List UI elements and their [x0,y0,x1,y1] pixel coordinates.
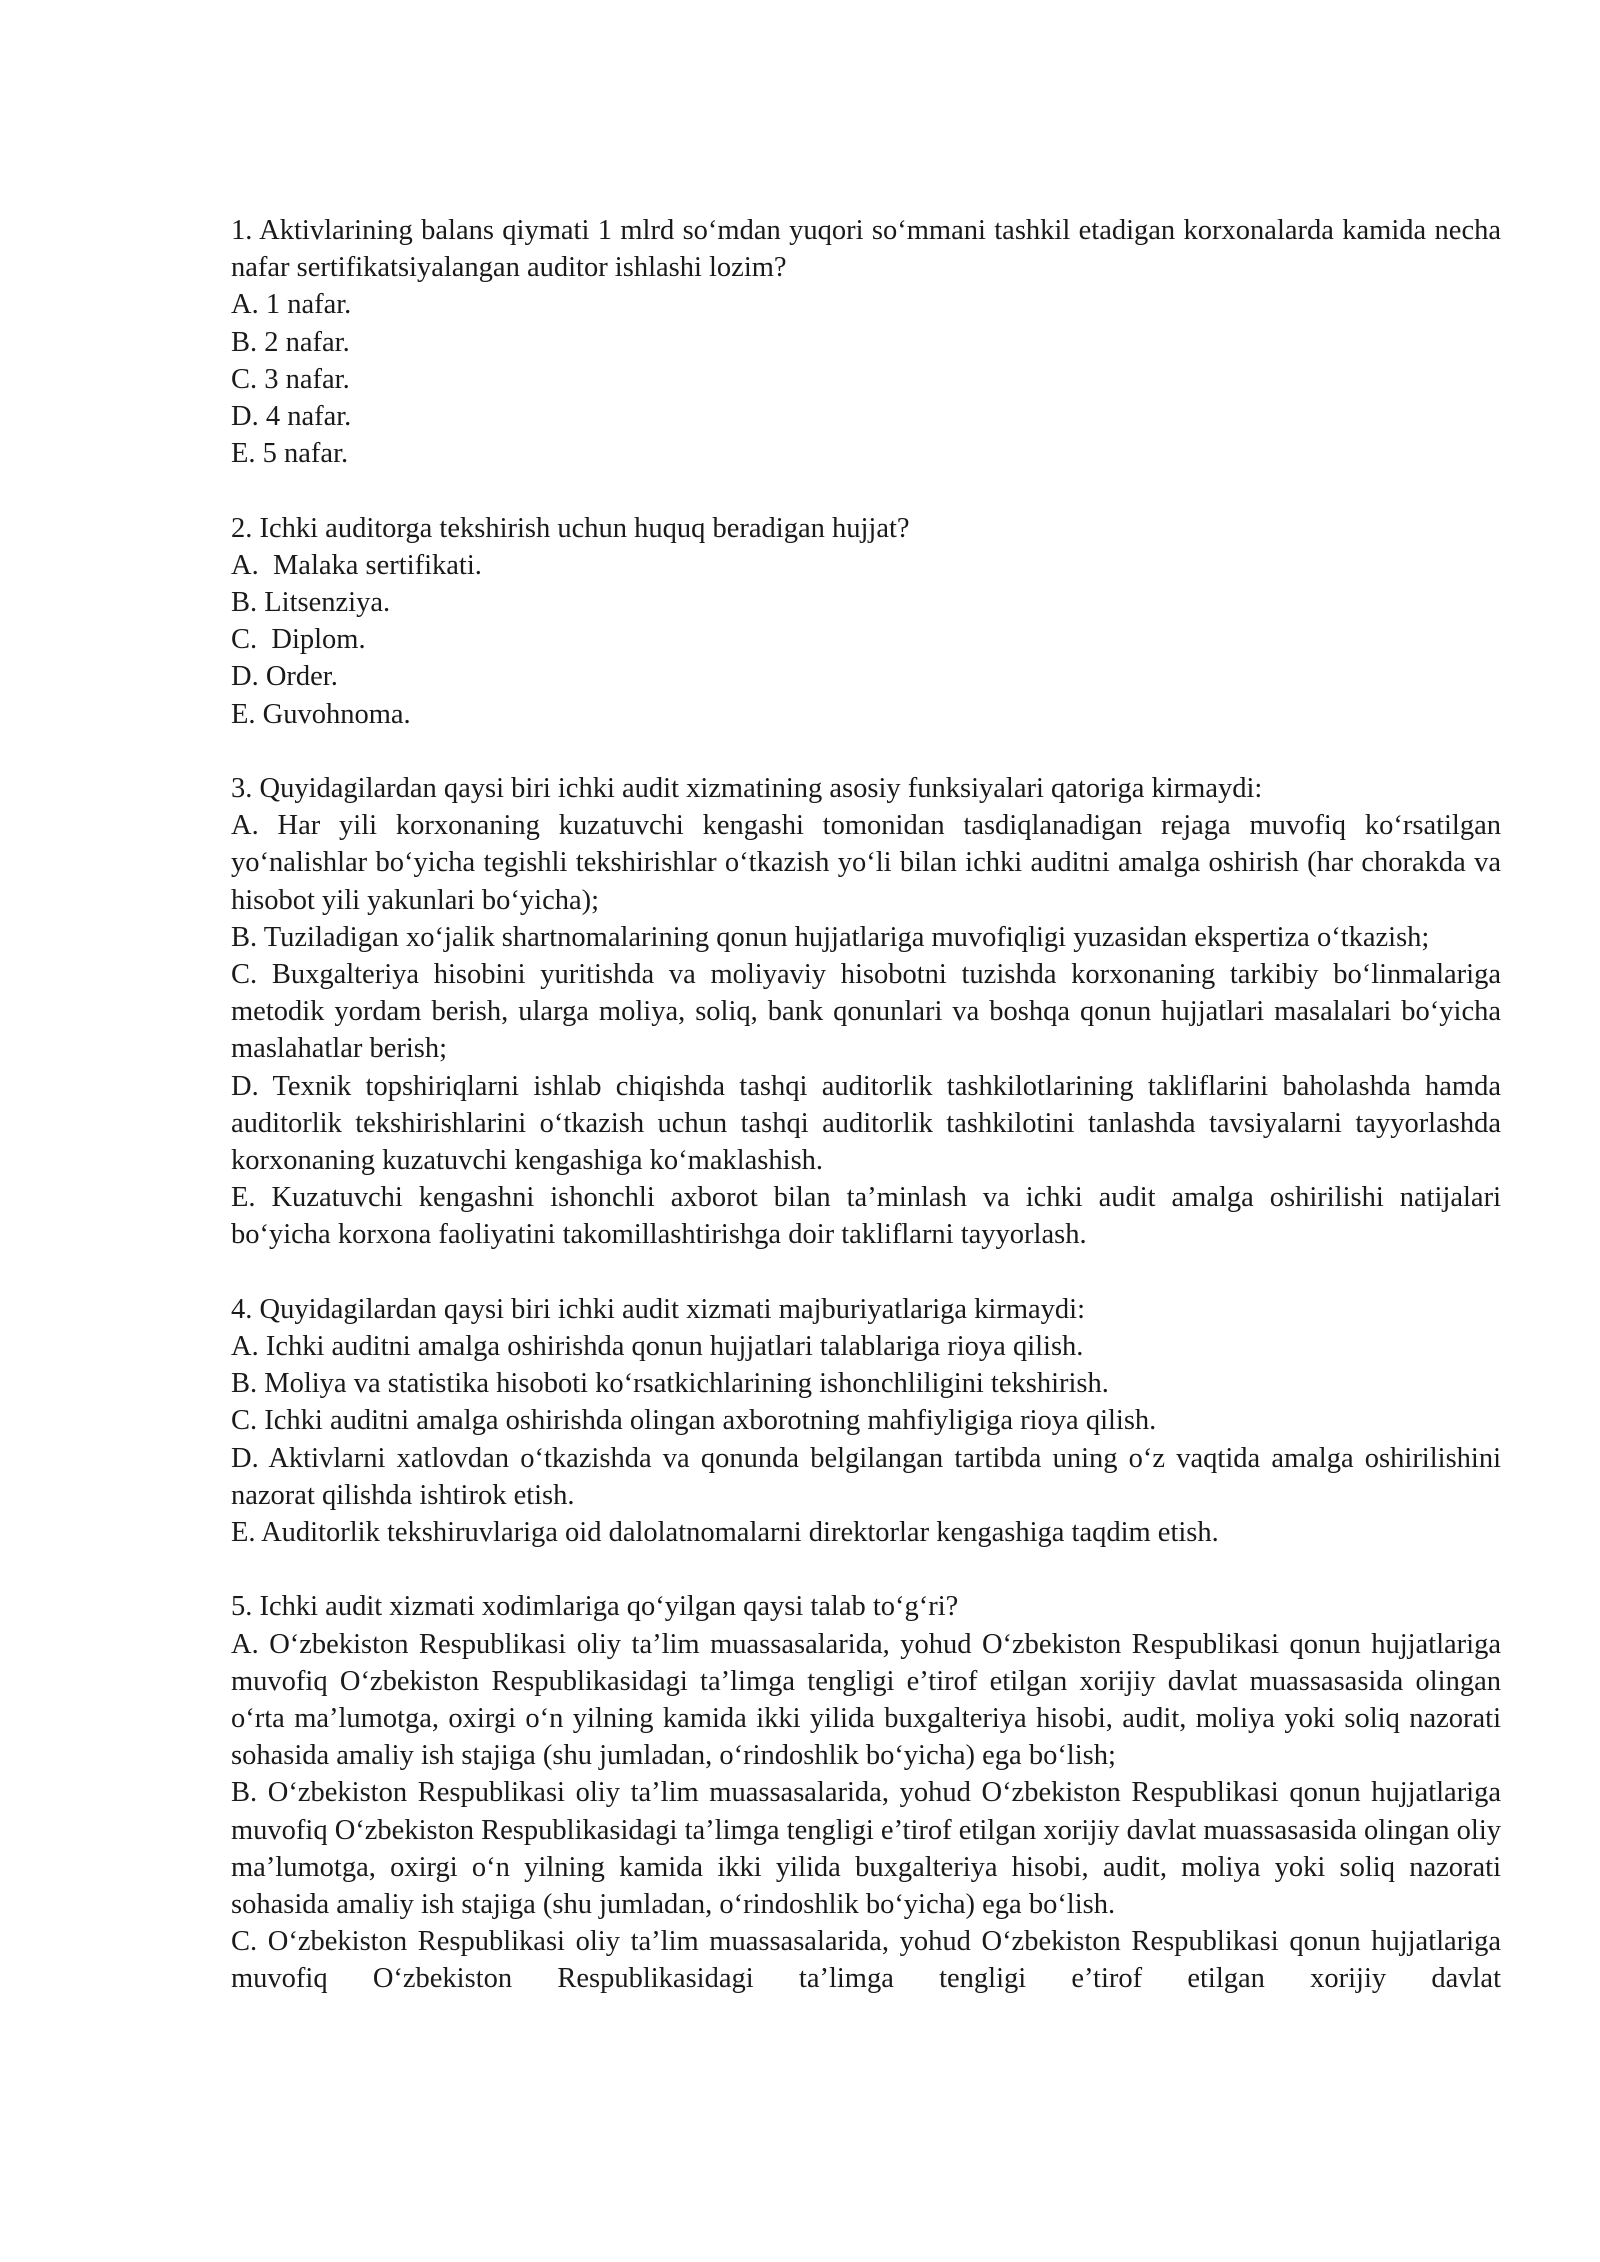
option-d: D. Aktivlarni xatlovdan o‘tkazishda va qonunda belgilangan tartibda uning o‘z vaqtida amalga oshirilishini nazorat qilishda ishtirok etish. [231,1442,1501,1511]
option-c: C. 3 nafar. [231,363,350,395]
option-b: B. Moliya va statistika hisoboti ko‘rsatkichlarining ishonchliligini tekshirish. [231,1368,1109,1400]
option-a: A. O‘zbekiston Respublikasi oliy ta’lim muassasalarida, yohud O‘zbekiston Respublikasi qonun hujjatlariga muvofiq O‘zbekiston Respublikasidagi ta’limga tengligi e’tirof etilgan xorijiy davlat muassasasida olingan o‘rta ma’lumotga, oxirgi o‘n yilning kamida ikki yilida buxgalteriya hisobi, audit, moliya yoki soliq nazorati sohasida amaliy ish stajiga (shu jumladan, o‘rindoshlik bo‘yicha) ega bo‘lish; [231,1628,1501,1772]
option-b: B. Tuziladigan xo‘jalik shartnomalarining qonun hujjatlariga muvofiqligi yuzasidan ekspertiza o‘tkazish; [231,921,1430,953]
option-e: E. 5 nafar. [231,438,349,470]
option-d: D. Order. [231,661,338,693]
option-b: B. Litsenziya. [231,587,391,619]
question-text: 1. Aktivlarining balans qiymati 1 mlrd so‘mdan yuqori so‘mmani tashkil etadigan korxonalarda kamida necha nafar sertifikatsiyalangan auditor ishlashi lozim? [231,215,1501,284]
question-5 [231,1588,1501,1997]
option-d: D. 4 nafar. [231,401,352,433]
option-a: A. Har yili korxonaning kuzatuvchi kengashi tomonidan tasdiqlanadigan rejaga muvofiq ko‘rsatilgan yo‘nalishlar bo‘yicha tegishli tekshirishlar o‘tkazish yo‘li bilan ichki auditni amalga oshirish (har chorakda va hisobot yili yakunlari bo‘yicha); [231,810,1501,916]
option-c: C. Buxgalteriya hisobini yuritishda va moliyaviy hisobotni tuzishda korxonaning tarkibiy bo‘linmalariga metodik yordam berish, ularga moliya, soliq, bank qonunlari va boshqa qonun hujjatlari masalalari bo‘yicha maslahatlar berish; [231,959,1501,1065]
option-c: C. O‘zbekiston Respublikasi oliy ta’lim muassasalarida, yohud O‘zbekiston Respublikasi qonun hujjatlariga muvofiq O‘zbekiston Respublikasidagi ta’limga tengligi e’tirof etilgan xorijiy davlat [231,1926,1501,1995]
option-a: A. Ichki auditni amalga oshirishda qonun hujjatlari talablariga rioya qilish. [231,1331,1084,1363]
question-1 [231,212,1501,472]
option-e: E. Auditorlik tekshiruvlariga oid dalolatnomalarni direktorlar kengashiga taqdim etish. [231,1517,1219,1549]
question-text: 3. Quyidagilardan qaysi biri ichki audit xizmatining asosiy funksiyalari qatoriga kirmaydi: [231,773,1263,805]
option-a: A. Malaka sertifikati. [231,549,482,581]
option-b: B. O‘zbekiston Respublikasi oliy ta’lim muassasalarida, yohud O‘zbekiston Respublikasi qonun hujjatlariga muvofiq O‘zbekiston Respublikasidagi ta’limga tengligi e’tirof etilgan xorijiy davlat muassasasida olingan oliy ma’lumotga, oxirgi o‘n yilning kamida ikki yilida buxgalteriya hisobi, audit, moliya yoki soliq nazorati sohasida amaliy ish stajiga (shu jumladan, o‘rindoshlik bo‘yicha) ega bo‘lish. [231,1777,1501,1921]
question-3 [231,770,1501,1254]
option-e: E. Guvohnoma. [231,698,411,730]
question-2 [231,510,1501,733]
question-text: 2. Ichki auditorga tekshirish uchun huquq beradigan hujjat? [231,512,910,544]
option-b: B. 2 nafar. [231,326,350,358]
option-c: C. Ichki auditni amalga oshirishda olingan axborotning mahfiyligiga rioya qilish. [231,1405,1157,1437]
option-e: E. Kuzatuvchi kengashni ishonchli axborot bilan ta’minlash va ichki audit amalga oshirilishi natijalari bo‘yicha korxona faoliyatini takomillashtirishga doir takliflarni tayyorlash. [231,1182,1501,1251]
question-text: 4. Quyidagilardan qaysi biri ichki audit xizmati majburiyatlariga kirmaydi: [231,1293,1085,1325]
question-4 [231,1291,1501,1551]
document-page [231,212,1501,2035]
option-c: C. Diplom. [231,624,366,656]
option-a: A. 1 nafar. [231,289,352,321]
question-text: 5. Ichki audit xizmati xodimlariga qo‘yilgan qaysi talab to‘g‘ri? [231,1591,959,1623]
option-d: D. Texnik topshiriqlarni ishlab chiqishda tashqi auditorlik tashkilotlarining takliflarini baholashda hamda auditorlik tekshirishlarini o‘tkazish uchun tashqi auditorlik tashkilotini tanlashda tavsiyalarni tayyorlashda korxonaning kuzatuvchi kengashiga ko‘maklashish. [231,1070,1501,1177]
